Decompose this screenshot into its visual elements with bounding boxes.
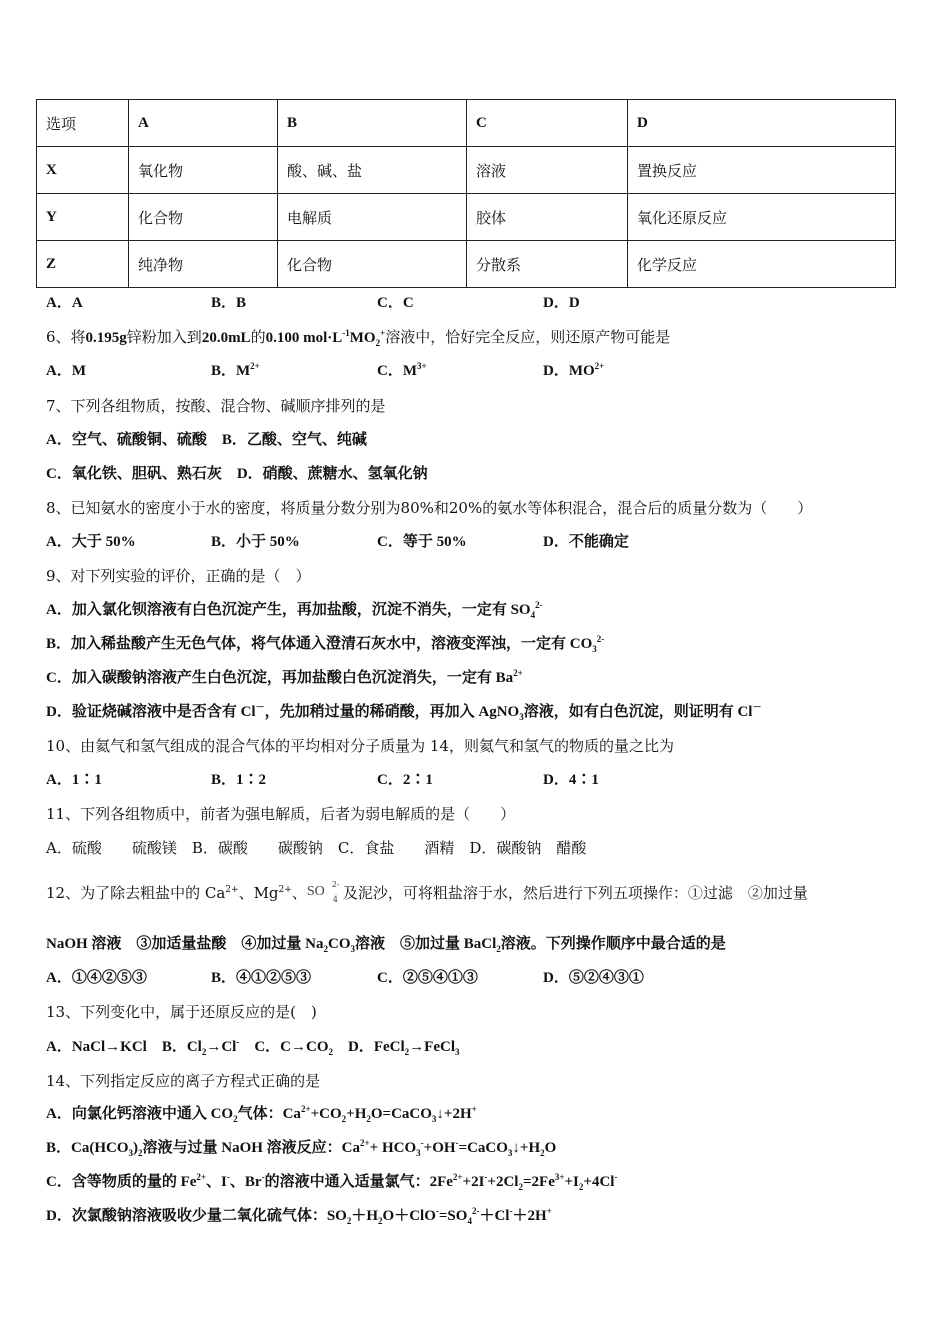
- q14-option-a: A．向氯化钙溶液中通入 $CO_2$气体：$Ca^{2+}+CO_2+H_2O=CaCO_3↓+2H^+$: [46, 1104, 477, 1124]
- table-cell: Z: [37, 241, 129, 288]
- table-row: [37, 241, 896, 288]
- table-row: [37, 100, 896, 147]
- q8-stem: 8、已知氨水的密度小于水的密度，将质量分数分别为80%和20%的氨水等体积混合，混合后的质量分数为（ ）: [46, 499, 813, 517]
- table-cell: 置换反应: [628, 147, 896, 194]
- q8-option-b: B．小于 50%: [211, 534, 300, 550]
- q7-stem: 7、下列各组物质，按酸、混合物、碱顺序排列的是: [46, 397, 386, 415]
- table-cell: 选项: [37, 100, 129, 147]
- options-table: [36, 99, 896, 288]
- q5-option-a: A．A: [46, 295, 83, 311]
- q6-option-a: A．M: [46, 363, 86, 379]
- q9-option-b: B．加入稀盐酸产生无色气体，将气体通入澄清石灰水中，溶液变浑浊，一定有 $CO_3^{2-}$: [46, 634, 605, 654]
- table-cell: 酸、碱、盐: [278, 147, 467, 194]
- q14-option-b: B．$Ca(HCO_3)_2$溶液与过量 NaOH 溶液反应：$Ca^{2+}+$ $HCO_3^-+OH^-=CaCO_3↓+H_2O$: [46, 1138, 557, 1158]
- q7-options-cd: C．氧化铁、胆矾、熟石灰 D．硝酸、蔗糖水、氢氧化钠: [46, 466, 428, 482]
- q8-option-d: D．不能确定: [543, 534, 629, 550]
- table-cell: 化合物: [129, 194, 278, 241]
- table-cell: 胶体: [467, 194, 628, 241]
- table-cell: 氧化物: [129, 147, 278, 194]
- q11-stem: 11、下列各组物质中，前者为强电解质，后者为弱电解质的是（ ）: [46, 805, 516, 823]
- q5-option-b: B．B: [211, 295, 247, 311]
- table-cell: 氧化还原反应: [628, 194, 896, 241]
- table-cell: 化学反应: [628, 241, 896, 288]
- q8-option-c: C．等于 50%: [377, 534, 467, 550]
- q10-option-d: D．4∶1: [543, 772, 599, 788]
- q12-option-d: D．⑤②④③①: [543, 970, 644, 986]
- table-cell: B: [278, 100, 467, 147]
- q12-stem-cont: NaOH 溶液 ③加适量盐酸 ④加过量 $Na_2CO_3$溶液 ⑤加过量 BaCl$_2$溶液。下列操作顺序中最合适的是: [46, 936, 726, 954]
- table-row: [37, 147, 896, 194]
- q10-stem: 10、由氦气和氢气组成的混合气体的平均相对分子质量为 14，则氦气和氢气的物质的量之比为: [46, 737, 674, 755]
- table-cell: X: [37, 147, 129, 194]
- q10-option-c: C．2∶1: [377, 772, 433, 788]
- q14-option-d: D．次氯酸钠溶液吸收少量二氧化硫气体：$SO_2+H_2O+ClO^-=SO_4^{2-}+Cl^-+2H^+$: [46, 1206, 552, 1226]
- q10-option-a: A．1∶1: [46, 772, 102, 788]
- q8-option-a: A．大于 50%: [46, 534, 136, 550]
- table-cell: 纯净物: [129, 241, 278, 288]
- q12-stem: 12、为了除去粗盐中的 $Ca^{2+}$、$Mg^{2+}$、 SO 2- 4 及泥沙，可将粗盐溶于水，然后进行下列五项操作：①过滤 ②加过量: [46, 880, 808, 904]
- table-cell: C: [467, 100, 628, 147]
- q12-option-b: B．④①②⑤③: [211, 970, 312, 986]
- q12-option-a: A．①④②⑤③: [46, 970, 147, 986]
- q9-option-c: C．加入碳酸钠溶液产生白色沉淀，再加盐酸白色沉淀消失，一定有 $Ba^{2+}$: [46, 668, 523, 686]
- q9-option-a: A．加入氯化钡溶液有白色沉淀产生，再加盐酸，沉淀不消失，一定有 $SO_4^{2-}$: [46, 600, 543, 620]
- table-cell: 分散系: [467, 241, 628, 288]
- q14-option-c: C．含等物质的量的 $Fe^{2+}$、I-、Br-的溶液中通入适量氯气：$2Fe^{2+}+2I^-+2Cl_2=2Fe^{3+}+I_2+4Cl^-$: [46, 1172, 618, 1192]
- q6-option-d: D．$MO^{2+}$: [543, 361, 605, 379]
- q6-stem: 6、将0.195g锌粉加入到20.0mL的0.100 $mol\cdot L^{-1}MO_2^+$溶液中，恰好完全反应，则还原产物可能是: [46, 328, 671, 348]
- q5-option-c: C．C: [377, 295, 414, 311]
- table-cell: A: [129, 100, 278, 147]
- q5-option-d: D．D: [543, 295, 580, 311]
- q14-stem: 14、下列指定反应的离子方程式正确的是: [46, 1072, 321, 1090]
- q11-options: A．硫酸 硫酸镁 B．碳酸 碳酸钠 C．食盐 酒精 D．碳酸钠 醋酸: [46, 839, 587, 857]
- q6-option-b: B．$M^{2+}$: [211, 361, 260, 379]
- q7-options-ab: A．空气、硫酸铜、硫酸 B．乙酸、空气、纯碱: [46, 432, 367, 448]
- table-row: [37, 194, 896, 241]
- q10-option-b: B．1∶2: [211, 772, 267, 788]
- q9-option-d: D．验证烧碱溶液中是否含有 Cl－，先加稍过量的稀硝酸，再加入 AgNO$_3$溶液，如有白色沉淀，则证明有 Cl－: [46, 702, 762, 722]
- table-cell: D: [628, 100, 896, 147]
- q6-option-c: C．$M^{3+}$: [377, 361, 427, 379]
- table-cell: 电解质: [278, 194, 467, 241]
- q13-options: A．NaCl→KCl B．$Cl_2\to Cl^-$ C．$C\to CO_2$ D．FeCl$_2$→FeCl$_3$: [46, 1037, 460, 1057]
- q9-stem: 9、对下列实验的评价，正确的是（ ）: [46, 567, 311, 585]
- table-cell: 化合物: [278, 241, 467, 288]
- q12-option-c: C．②⑤④①③: [377, 970, 478, 986]
- q13-stem: 13、下列变化中，属于还原反应的是( ): [46, 1003, 317, 1021]
- table-cell: 溶液: [467, 147, 628, 194]
- table-cell: Y: [37, 194, 129, 241]
- sulfate-formula: SO 2- 4: [306, 880, 340, 904]
